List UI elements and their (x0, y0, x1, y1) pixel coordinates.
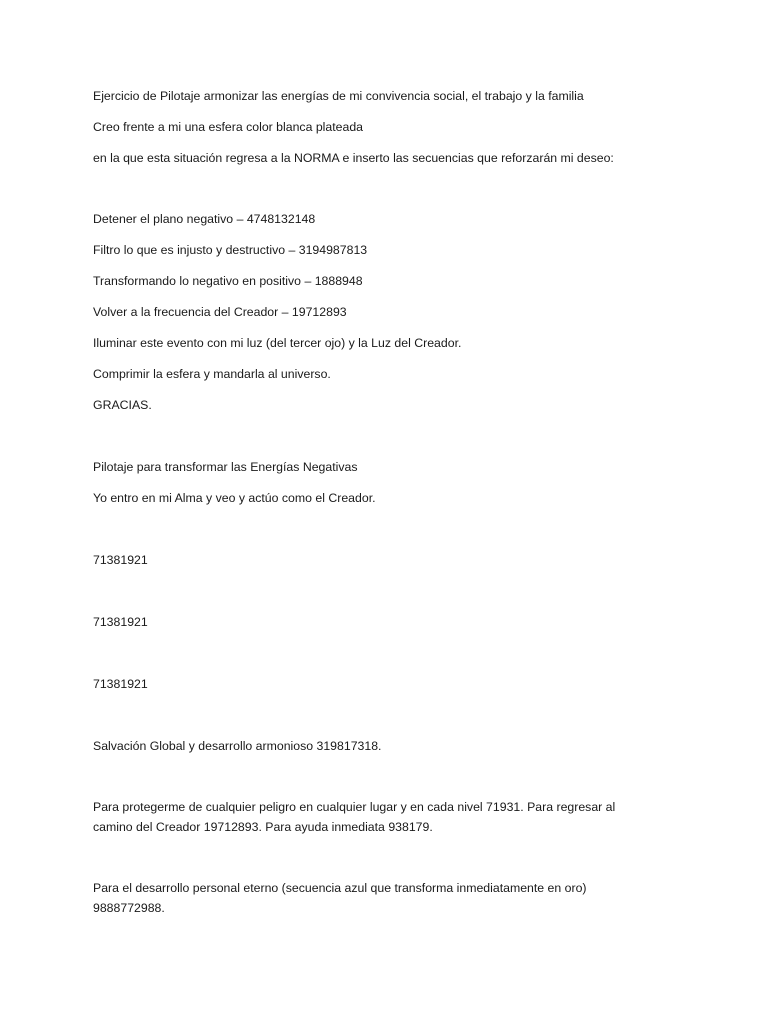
text-line: Salvación Global y desarrollo armonioso 319817318. (93, 739, 382, 753)
paragraph: Para protegerme de cualquier peligro en cualquier lugar y en cada nivel 71931. Para regresar al camino del Creador 19712893. Para ayuda inmediata 938179. (93, 800, 616, 834)
sequence-line: Transformando lo negativo en positivo – 1888948 (93, 274, 363, 288)
number-line: 71381921 (93, 677, 148, 691)
sequence-line: Volver a la frecuencia del Creador – 19712893 (93, 305, 347, 319)
text-line: Yo entro en mi Alma y veo y actúo como el Creador. (93, 491, 376, 505)
text-line: Comprimir la esfera y mandarla al universo. (93, 367, 331, 381)
sequence-line: Detener el plano negativo – 4748132148 (93, 212, 316, 226)
text-line: Creo frente a mi una esfera color blanca plateada (93, 120, 364, 134)
text-line: Iluminar este evento con mi luz (del tercer ojo) y la Luz del Creador. (93, 336, 462, 350)
text-line: en la que esta situación regresa a la NORMA e inserto las secuencias que reforzarán mi deseo: (93, 151, 614, 165)
text-line: GRACIAS. (93, 398, 152, 412)
sequence-line: Filtro lo que es injusto y destructivo – 3194987813 (93, 243, 368, 257)
paragraph: Para el desarrollo personal eterno (secuencia azul que transforma inmediatamente en oro) 9888772988. (93, 881, 587, 915)
number-line: 71381921 (93, 553, 148, 567)
number-line: 71381921 (93, 615, 148, 629)
section-heading-line: Pilotaje para transformar las Energías Negativas (93, 460, 358, 474)
document-title-line: Ejercicio de Pilotaje armonizar las energías de mi convivencia social, el trabajo y la familia (93, 89, 584, 103)
